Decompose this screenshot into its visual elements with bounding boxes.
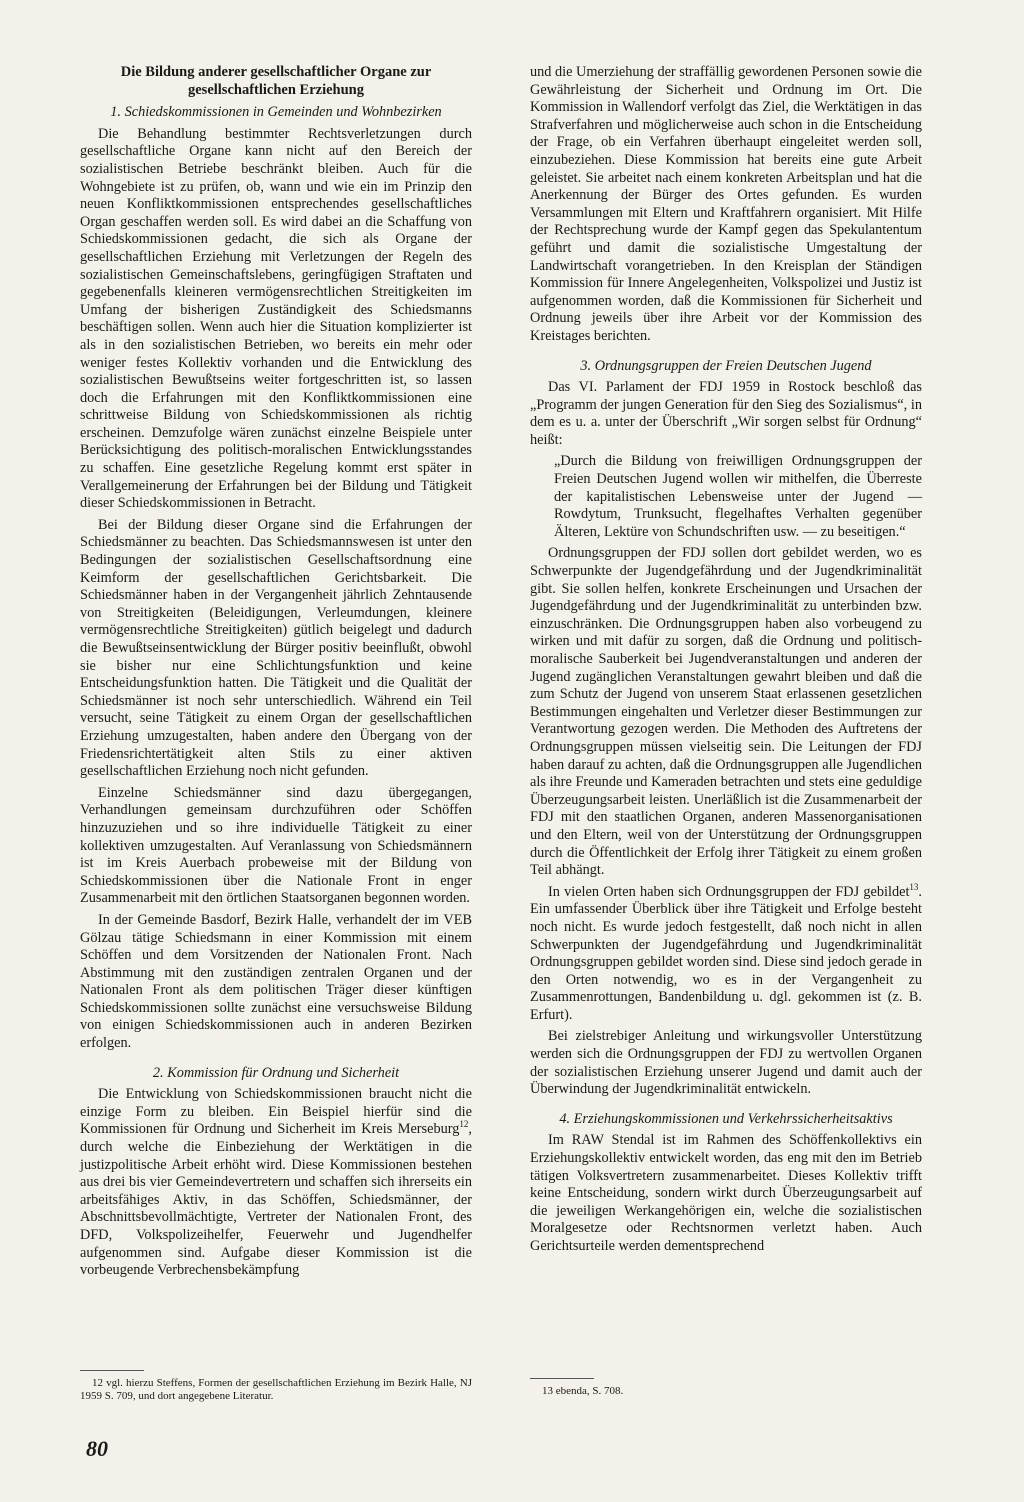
text-run: . Ein umfassender Überblick über ihre Tätigkeit und Erfolge besteht noch nicht. Es wurde jedoch festgestellt, daß noch nicht in allen Schwerpunkten der Jugendgefährdung und Jugendkriminalität Ordnungsgruppen gebildet worden sind. Diese sind jedoch gerade in den Orten notwendig, wo es in der Vergangenheit zu Zusammenrottungen, Bandenbildung u. dgl. gekommen ist (z. B. Erfurt). [530, 883, 922, 1023]
paragraph: Bei zielstrebiger Anleitung und wirkungsvoller Unterstützung werden sich die Ordnungsgruppen der FDJ zu wertvollen Organen der sozialistischen Erziehung unserer Jugend und damit auch der Überwindung der Jugendkriminalität entwickeln. [530, 1028, 922, 1098]
text-run: In vielen Orten haben sich Ordnungsgruppen der FDJ gebildet [548, 883, 910, 900]
section-3-title: 3. Ordnungsgruppen der Freien Deutschen Jugend [580, 357, 872, 374]
paragraph: Ordnungsgruppen der FDJ sollen dort gebildet werden, wo es Schwerpunkte der Jugendgefährdung und der Jugendkriminalität gibt. Sie sollen helfen, konkrete Erscheinungen und Ursachen der Jugendgefährdung und der Jugendkriminalität zu unterbinden bzw. einzuschränken. Die Ordnungsgruppen haben also vorbeugend zu wirken und mit dafür zu sorgen, daß die Ordnung und politisch-moralische Sauberkeit bei Jugendveranstaltungen und anderen der Jugend zugänglichen Veranstaltungen gewahrt bleiben und daß die zum Schutz der Jugend von unserem Staat erlassenen gesetzlichen Bestimmungen eingehalten und Verletzer dieser Bestimmungen zur Verantwortung gezogen werden. Die Methoden des Auftretens der Ordnungsgruppen müssen vielseitig sein. Die Leitungen der FDJ haben darauf zu achten, daß die Ordnungsgruppen alle Jugendlichen als ihre Freunde und Kameraden betrachten und stets eine geduldige Überzeugungsarbeit leisten. Unerläßlich ist die Zusammenarbeit der FDJ mit den staatlichen Organen, anderen Massenorganisationen und den Eltern, weil von der Unterstützung der Ordnungsgruppen durch die Öffentlichkeit der Erfolg ihrer Tätigkeit zu einem großen Teil abhängt. [530, 545, 922, 879]
footnote-divider [80, 1370, 144, 1371]
paragraph [80, 1086, 472, 1280]
footnote-ref-12: 12 [459, 1119, 469, 1130]
paragraph: Im RAW Stendal ist im Rahmen des Schöffenkollektivs ein Erziehungskollektiv entwickelt worden, das eng mit den im Betrieb tätigen Volksvertretern zusammenarbeitet. Dieses Kollektiv trifft keine Entscheidung, sondern wirkt durch Überzeugungsarbeit auf die jeweiligen Werkangehörigen ein, welche die sozialistischen Moralgesetze oder Rechtsnormen verletzt haben. Auch Gerichtsurteile werden dementsprechend [530, 1132, 922, 1254]
text-run: , durch welche die Einbeziehung der Werktätigen in die justizpolitische Arbeit erhöht wird. Diese Kommissionen bestehen aus drei bis vier Gemeindevertretern und schaffen sich ihrerseits ein arbeitsfähiges Aktiv, in das Schöffen, Schiedsmänner, der Abschnittsbevollmächtigte, Vertreter der Nationalen Front, des DFD, Volkspolizeihelfer, Feuerwehr und Jugendhelfer aufgenommen sind. Aufgabe dieser Kommission ist die vorbeugende Verbrechensbekämpfung [80, 1121, 472, 1279]
block-quote: „Durch die Bildung von freiwilligen Ordnungsgruppen der Freien Deutschen Jugend wollen wir mithelfen, die Überreste der kapitalistischen Lebensweise unter der Jugend — Rowdytum, Trunksucht, flegelhaftes Verhalten gegenüber Älteren, Lektüre von Schundschriften usw. — zu beseitigen.“ [554, 453, 922, 540]
footnote-13: 13 ebenda, S. 708. [542, 1385, 624, 1397]
section-4-title: 4. Erziehungskommissionen und Verkehrssicherheitsaktivs [559, 1110, 893, 1127]
footnote-12: 12 vgl. hierzu Steffens, Formen der gesellschaftlichen Erziehung im Bezirk Halle, NJ 1959 S. 709, und dort angegebene Literatur. [80, 1377, 472, 1402]
section-2-title: 2. Kommission für Ordnung und Sicherheit [152, 1064, 400, 1081]
paragraph: In der Gemeinde Basdorf, Bezirk Halle, verhandelt der im VEB Gölzau tätige Schiedsmann in einer Kommission mit einem Schöffen und dem Vorsitzenden der Nationalen Front. Nach Abstimmung mit den zuständigen zentralen Organen und der Nationalen Front als dem politischen Träger dieser künftigen Schiedskommissionen sollte zunächst eine versuchsweise Bildung von einigen Schiedskommissionen auch in anderen Bezirken erfolgen. [80, 911, 472, 1052]
footnote-area-right [530, 1378, 922, 1398]
paragraph: Das VI. Parlament der FDJ 1959 in Rostock beschloß das „Programm der jungen Generation für den Sieg des Sozialismus“, in dem es u. a. unter der Überschrift „Wir sorgen selbst für Ordnung“ heißt: [530, 379, 922, 448]
footnote-divider [530, 1378, 594, 1379]
text-run: Die Entwicklung von Schiedskommissionen braucht nicht die einzige Form zu bleiben. Ein Beispiel hierfür sind die Kommissionen für Ordnung und Sicherheit im Kreis Merseburg [80, 1086, 472, 1138]
page-number: 80 [86, 1436, 108, 1461]
paragraph: Bei der Bildung dieser Organe sind die Erfahrungen der Schiedsmänner zu beachten. Das Schiedsmannswesen ist unter den Bedingungen der sozialistischen Gesellschaftsordnung eine Keimform der gesellschaftlichen Gerichtsbarkeit. Die Schiedsmänner haben in der Vergangenheit jährlich Zehntausende von Streitigkeiten (Beleidigungen, Verleumdungen, kleinere vermögensrechtliche Streitigkeiten) gütlich beigelegt und dadurch die Bewußtseinsentwicklung der Bürger positiv beeinflußt, obwohl sie bisher nur eine Schlichtungsfunktion und keine Entscheidungsfunktion hatten. Die Tätigkeit und die Qualität der Schiedsmänner ist noch sehr unterschiedlich. Während ein Teil versucht, seine Tätigkeit zu einem Organ der gesellschaftlichen Erziehung umzugestalten, haben andere den Übergang von der Friedensrichtertätigkeit alten Stils zu einer aktiven gesellschaftlichen Erziehung noch nicht gefunden. [80, 516, 472, 780]
right-column [530, 64, 922, 1260]
paragraph [530, 881, 922, 1025]
section-1-title: 1. Schiedskommissionen in Gemeinden und Wohnbezirken [110, 104, 442, 121]
paragraph: und die Umerziehung der straffällig gewordenen Personen sowie die Gewährleistung der Sicherheit und Ordnung im Ort. Die Kommission in Wallendorf verfolgt das Ziel, die Werktätigen in das Strafverfahren und möglicherweise auch schon in die Entscheidung der Frage, ob ein Verfahren überhaupt eingeleitet werden soll, einzubeziehen. Diese Kommission hat bereits eine gute Arbeit geleistet. Sie arbeitet nach einem konkreten Arbeitsplan und hat die Anerkennung der Bürger des Ortes gefunden. Es wurden Versammlungen mit Eltern und Kraftfahrern organisiert. Mit Hilfe der Rechtsprechung wurde der Kampf gegen das Spekulantentum geführt und damit die sozialistische Umgestaltung der Landwirtschaft vorangetrieben. In den Kreisplan der Ständigen Kommission für Innere Angelegenheiten, Volkspolizei und Justiz ist aufgenommen worden, daß die Kommissionen für Sicherheit und Ordnung jeweils über ihre Arbeit vor der Kommission des Kreistages berichten. [530, 64, 922, 344]
main-title: Die Bildung anderer gesellschaftlicher Organe zur gesellschaftlichen Erziehung [120, 64, 432, 98]
paragraph: Die Behandlung bestimmter Rechtsverletzungen durch gesellschaftliche Organe kann nicht auf den Bereich der sozialistischen Betriebe beschränkt bleiben. Auch für die Wohngebiete ist zu prüfen, ob, wann und wie ein im Prinzip den neuen Konfliktkommissionen entsprechendes gesellschaftliches Organ geschaffen werden soll. Es wird dabei an die Schaffung von Schiedskommissionen gedacht, die sich als Organe der gesellschaftlichen Erziehung mit Verletzungen der Regeln des sozialistischen Gemeinschaftslebens, geringfügigen Straftaten und gegebenenfalls kleineren vermögensrechtlichen Streitigkeiten im Umfang der bisherigen Zuständigkeit des Schiedsmanns beschäftigen sollen. Wenn auch hier die Situation komplizierter ist als in den sozialistischen Betrieben, wo bereits ein mehr oder weniger festes Kollektiv vorhanden und die Entwicklung des sozialistischen Bewußtseins weiter fortgeschritten ist, so lassen doch die Erfahrungen mit den Konfliktkommissionen eine schrittweise Bildung von Schiedskommissionen als richtig erscheinen. Demzufolge wären zunächst einzelne Beispiele unter Berücksichtigung des politisch-moralischen Entwicklungsstandes zu schaffen. Eine gesetzliche Regelung kommt erst später in Verallgemeinerung der Erfahrungen bei der Bildung und Tätigkeit dieser Schiedskommissionen in Betracht. [80, 125, 472, 512]
footnote-ref-13: 13 [909, 881, 919, 892]
footnote-area-left [80, 1370, 472, 1403]
left-column [80, 64, 472, 1284]
paragraph: Einzelne Schiedsmänner sind dazu übergegangen, Verhandlungen gemeinsam durchzuführen oder Schöffen hinzuzuziehen und so ihre individuelle Tätigkeit zu einer kollektiven umzugestalten. Auf Veranlassung von Schiedsmännern ist im Kreis Auerbach probeweise mit der Bildung von Schiedskommissionen über die Nationale Front in enger Zusammenarbeit mit den örtlichen Staatsorganen begonnen worden. [80, 784, 472, 907]
